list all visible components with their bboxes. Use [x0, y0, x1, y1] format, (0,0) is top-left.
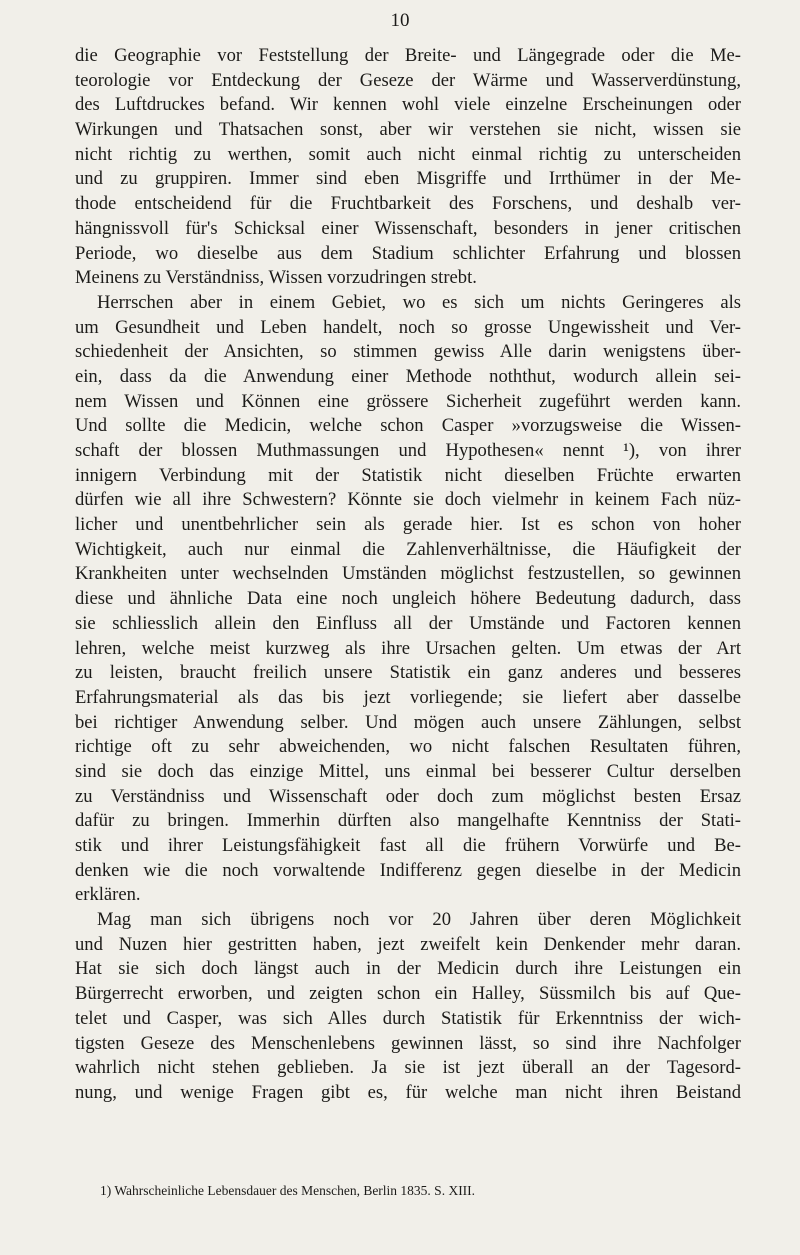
- text-line: und zu gruppiren. Immer sind eben Misgriffe und Irrthümer in der Me-: [75, 168, 741, 190]
- text-line: nem Wissen und Können eine grössere Sicherheit zugeführt werden kann.: [75, 390, 741, 412]
- text-line: Hat sie sich doch längst auch in der Medicin durch ihre Leistungen ein: [75, 958, 741, 980]
- text-line: tigsten Geseze des Menschenlebens gewinnen lässt, so sind ihre Nachfolger: [75, 1032, 741, 1054]
- text-line: ein, dass da die Anwendung einer Methode noththut, wodurch allein sei-: [75, 365, 741, 387]
- text-line: wahrlich nicht stehen geblieben. Ja sie ist jezt überall an der Tagesord-: [75, 1057, 741, 1079]
- text-line: nung, und wenige Fragen gibt es, für welche man nicht ihren Beistand: [75, 1081, 741, 1103]
- text-line: um Gesundheit und Leben handelt, noch so grosse Ungewissheit und Ver-: [75, 316, 741, 338]
- page-number: 10: [390, 10, 410, 31]
- text-line: zu Verständniss und Wissenschaft oder doch zum möglichst besten Ersaz: [75, 785, 741, 807]
- text-line: schaft der blossen Muthmassungen und Hypothesen« nennt ¹), von ihrer: [75, 440, 741, 461]
- text-line: stik und ihrer Leistungsfähigkeit fast all die frühern Vorwürfe und Be-: [75, 835, 741, 856]
- text-line: hängnissvoll für's Schicksal einer Wissenschaft, besonders in jener critischen: [75, 217, 741, 239]
- text-line: dafür zu bringen. Immerhin dürften also mangelhafte Kenntniss der Stati-: [75, 810, 741, 832]
- text-line: telet und Casper, was sich Alles durch Statistik für Erkenntniss der wich-: [75, 1007, 741, 1029]
- text-line: diese und ähnliche Data eine noch ungleich höhere Bedeutung dadurch, dass: [75, 588, 741, 610]
- text-line: Bürgerrecht erworben, und zeigten schon ein Halley, Süssmilch bis auf Que-: [75, 983, 741, 1005]
- text-line: die Geographie vor Feststellung der Breite- und Längegrade oder die Me-: [75, 45, 741, 66]
- text-line: teorologie vor Entdeckung der Geseze der Wärme und Wasserverdünstung,: [75, 69, 741, 91]
- text-line: lehren, welche meist kurzweg als ihre Ursachen gelten. Um etwas der Art: [75, 637, 741, 659]
- text-line: innigern Verbindung mit der Statistik nicht dieselben Früchte erwarten: [75, 464, 741, 486]
- text-line: sie schliesslich allein den Einfluss all der Umstände und Factoren kennen: [75, 612, 741, 634]
- text-line: bei richtiger Anwendung selber. Und mögen auch unsere Zählungen, selbst: [75, 711, 741, 733]
- body-text: [75, 44, 741, 1106]
- text-line: Wichtigkeit, auch nur einmal die Zahlenverhältnisse, die Häufigkeit der: [75, 538, 741, 560]
- text-line: Erfahrungsmaterial als das bis jezt vorliegende; sie liefert aber dasselbe: [75, 686, 741, 708]
- text-line: thode entscheidend für die Fruchtbarkeit des Forschens, und deshalb ver-: [75, 193, 741, 215]
- text-line: richtige oft zu sehr abweichenden, wo nicht falschen Resultaten führen,: [75, 736, 741, 758]
- text-line: Periode, wo dieselbe aus dem Stadium schlichter Erfahrung und blossen: [75, 242, 741, 264]
- text-line: des Luftdruckes befand. Wir kennen wohl viele einzelne Erscheinungen oder: [75, 94, 741, 116]
- text-line: denken wie die noch vorwaltende Indifferenz gegen dieselbe in der Medicin: [75, 859, 741, 881]
- footnote: 1) Wahrscheinliche Lebensdauer des Menschen, Berlin 1835. S. XIII.: [100, 1183, 476, 1198]
- text-line: licher und unentbehrlicher sein als gerade hier. Ist es schon von hoher: [75, 514, 741, 536]
- text-line: Meinens zu Verständniss, Wissen vorzudringen strebt.: [75, 267, 477, 289]
- text-line: sind sie doch das einzige Mittel, uns einmal bei besserer Cultur derselben: [75, 760, 741, 782]
- paragraph: [75, 291, 741, 908]
- text-line: und Nuzen hier gestritten haben, jezt zweifelt kein Denkender mehr daran.: [75, 933, 741, 955]
- text-line: Mag man sich übrigens noch vor 20 Jahren über deren Möglichkeit: [97, 909, 741, 931]
- text-line: nicht richtig zu werthen, somit auch nicht einmal richtig zu unterscheiden: [75, 143, 741, 165]
- text-line: Wirkungen und Thatsachen sonst, aber wir verstehen sie nicht, wissen sie: [75, 119, 741, 141]
- text-line: Herrschen aber in einem Gebiet, wo es sich um nichts Geringeres als: [97, 291, 741, 313]
- text-line: zu leisten, braucht freilich unsere Statistik ein ganz anderes und besseres: [75, 662, 741, 684]
- paragraph: [75, 908, 741, 1106]
- paragraph: [75, 44, 741, 291]
- text-line: Krankheiten unter wechselnden Umständen möglichst festzustellen, so gewinnen: [75, 563, 741, 585]
- text-line: dürfen wie all ihre Schwestern? Könnte sie doch vielmehr in keinem Fach nüz-: [75, 489, 741, 511]
- text-line: erklären.: [75, 884, 141, 906]
- text-line: Und sollte die Medicin, welche schon Casper »vorzugsweise die Wissen-: [75, 415, 741, 437]
- text-line: schiedenheit der Ansichten, so stimmen gewiss Alle darin wenigstens über-: [75, 341, 741, 363]
